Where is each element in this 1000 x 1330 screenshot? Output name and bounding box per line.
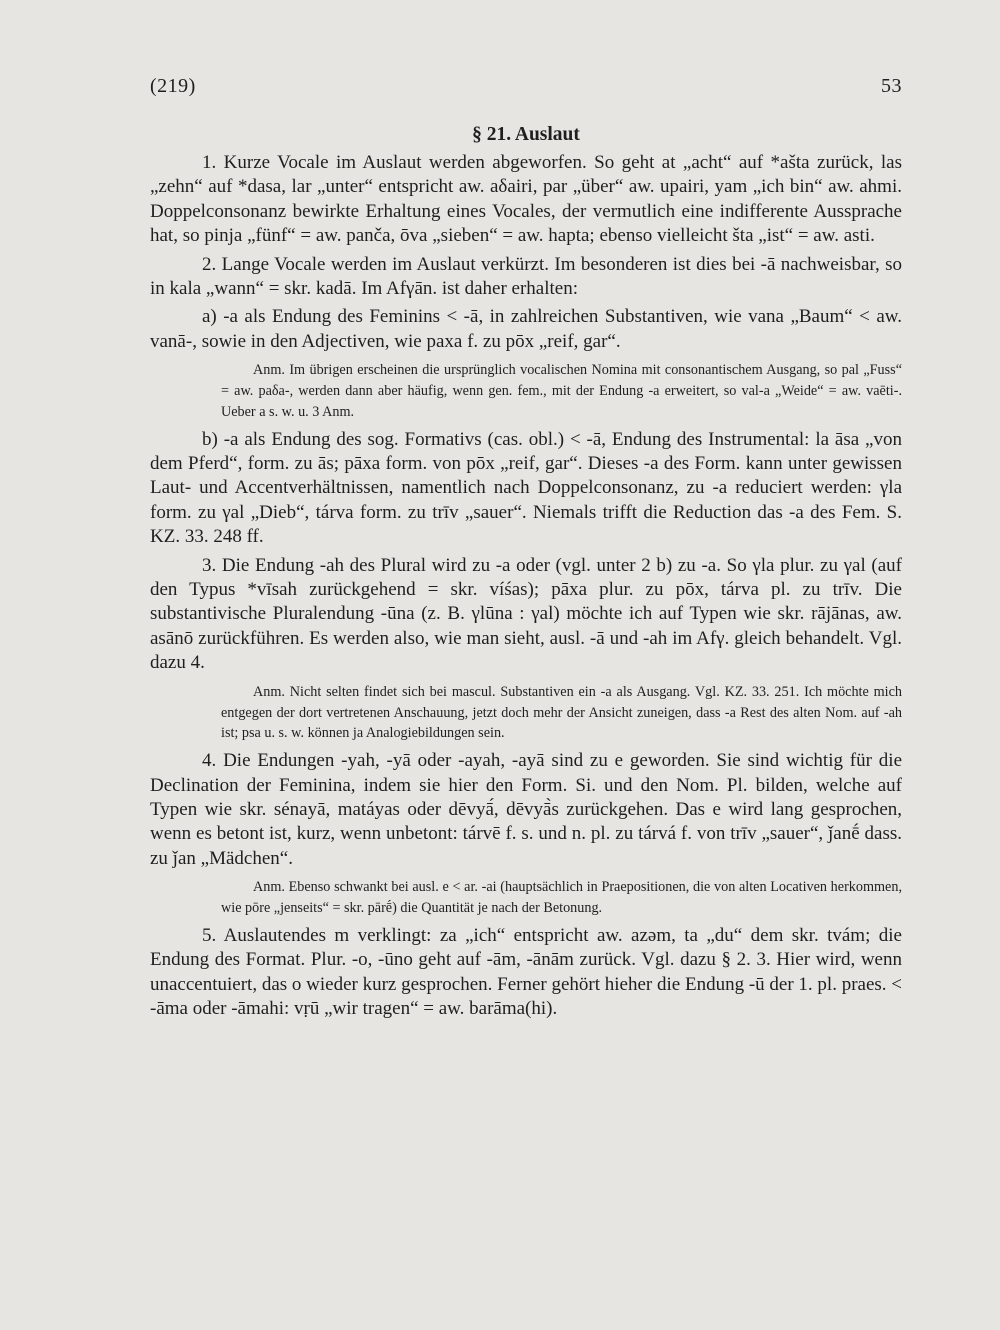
paragraph-5: 5. Auslautendes m verklingt: za „ich“ entspricht aw. azəm, ta „du“ dem skr. tvám; die Endung des Format. Plur. -o, -ūno geht auf -ām, -ānām zurück. Vgl. dazu § 2. 3. Hier wird, wenn unaccentuiert, das o wieder kurz gesprochen. Ferner gehört hieher die Endung -ū der 1. pl. praes. < -āma oder -āmahi: vṛū „wir tragen“ = aw. barāma(hi). xyxy=(150,924,902,1019)
annotation-2a: Anm. Im übrigen erscheinen die ursprünglich vocalischen Nomina mit consonantischem Ausgang, so pal „Fuss“ = aw. paδa-, werden dann aber häufig, wenn gen. fem., mit der Endung -a erweitert, so val-a „Weide“ = aw. vaēti-. Ueber a s. w. u. 3 Anm. xyxy=(221,362,902,420)
paragraph-1: 1. Kurze Vocale im Auslaut werden abgeworfen. So geht at „acht“ auf *ašta zurück, las „zehn“ auf *dasa, lar „unter“ entspricht aw. aδairi, par „über“ aw. upairi, yam „ich bin“ aw. ahmi. Doppelconsonanz bewirkte Erhaltung eines Vocales, der vermutlich eine indifferente Aussprache hat, so pinja „fünf“ = aw. panča, ōva „sieben“ = aw. hapta; ebenso vielleicht šta „ist“ = aw. asti. xyxy=(150,152,902,247)
paragraph-2: 2. Lange Vocale werden im Auslaut verkürzt. Im besonderen ist dies bei -ā nachweisbar, so in kala „wann“ = skr. kadā. Im Afγān. ist daher erhalten: xyxy=(150,253,902,300)
body-text xyxy=(150,151,902,1021)
paragraph-2a: a) -a als Endung des Feminins < -ā, in zahlreichen Substantiven, wie vana „Baum“ < aw. vanā-, sowie in den Adjectiven, wie paxa f. zu pōx „reif, gar“. xyxy=(150,306,902,352)
right-page-number: 53 xyxy=(881,75,902,97)
paragraph-2b: b) -a als Endung des sog. Formativs (cas. obl.) < -ā, Endung des Instrumental: la āsa „von dem Pferd“, form. zu ās; pāxa form. von pōx „reif, gar“. Dieses -a des Form. kann unter gewissen Laut- und Accentverhältnissen, namentlich nach Doppelconsonanz, zu -a reduciert werden: γla form. zu γal „Dieb“, tárva form. zu trīv „sauer“. Niemals trifft die Reduction das -a des Fem. S. KZ. 33. 248 ff. xyxy=(150,428,902,548)
section-title: § 21. Auslaut xyxy=(472,124,580,145)
annotation-4: Anm. Ebenso schwankt bei ausl. e < ar. -ai (hauptsächlich in Praepositionen, die von alten Locativen herkommen, wie pōre „jenseits“ = skr. pārḗ) die Quantität je nach der Betonung. xyxy=(221,879,902,916)
paragraph-4: 4. Die Endungen -yah, -yā oder -ayah, -ayā sind zu e geworden. Sie sind wichtig für die Declination der Feminina, indem sie hier den Form. Si. und den Nom. Pl. bilden, welche auf Typen wie skr. sénayā, matáyas oder dēvyā́, dēvyā̀s zurückgehen. Das e wird lang gesprochen, wenn es betont ist, kurz, wenn unbetont: tárvē f. s. und n. pl. zu tárvá f. von trīv „sauer“, ǰanḗ dass. zu ǰan „Mädchen“. xyxy=(150,750,902,869)
paragraph-3: 3. Die Endung -ah des Plural wird zu -a oder (vgl. unter 2 b) zu -a. So γla plur. zu γal (auf den Typus *vīsah zurückgehend = skr. víśas); pāxa plur. zu pōx, tárva pl. zu trīv. Die substantivische Pluralendung -ūna (z. B. γlūna : γal) möchte ich auf Typen wie skr. rājānas, aw. asānō zurückführen. Es werden also, wie man sieht, ausl. -ā und -ah im Afγ. gleich behandelt. Vgl. dazu 4. xyxy=(150,554,902,674)
annotation-3: Anm. Nicht selten findet sich bei mascul. Substantiven ein -a als Ausgang. Vgl. KZ. 33. 251. Ich möchte mich entgegen der dort vertretenen Anschauung, jetzt doch mehr der Ansicht zuneigen, dass -a Rest des alten Nom. auf -ah ist; psa u. s. w. können ja Analogiebildungen sein. xyxy=(221,683,902,742)
left-page-number: (219) xyxy=(150,75,196,97)
